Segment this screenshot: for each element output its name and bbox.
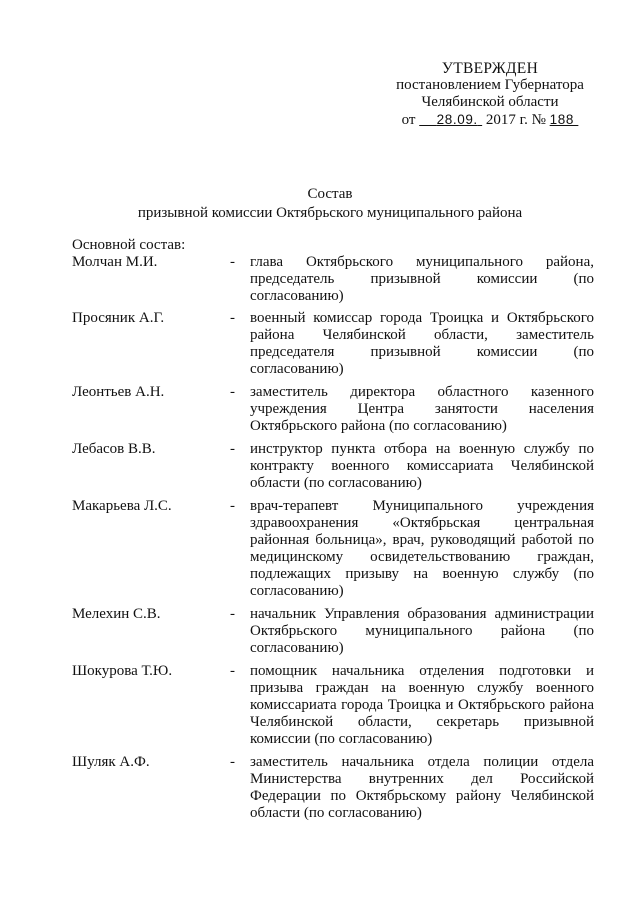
member-name: Мелехин С.В. (72, 606, 161, 622)
member-dash: - (230, 254, 235, 270)
approval-date-row (360, 111, 620, 129)
member-row (72, 754, 602, 822)
member-name: Макарьева Л.С. (72, 498, 172, 514)
year-text: 2017 г. № (485, 112, 546, 128)
member-row (72, 384, 602, 435)
member-name: Шуляк А.Ф. (72, 754, 150, 770)
member-name: Молчан М.И. (72, 254, 158, 270)
member-description: помощник начальника отделения подготовки и призыва граждан на военную службу военного комиссариата города Троицка и Октябрьского района Челябинской области, секретарь призывной комиссии (по согласованию) (250, 663, 594, 747)
member-dash: - (230, 754, 235, 770)
member-dash: - (230, 663, 235, 679)
member-description: глава Октябрьского муниципального района, председатель призывной комиссии (по согласованию) (250, 254, 594, 304)
document-title (60, 185, 600, 223)
member-dash: - (230, 310, 235, 326)
member-description: инструктор пункта отбора на военную службу по контракту военного комиссариата Челябинской области (по согласованию) (250, 441, 594, 491)
member-row (72, 498, 602, 600)
date-prefix: от (401, 112, 416, 128)
member-name: Лебасов В.В. (72, 441, 156, 457)
decree-number: 188 (549, 112, 574, 127)
section-label: Основной состав: (72, 237, 186, 253)
member-description: врач-терапевт Муниципального учреждения здравоохранения «Октябрьская центральная районная больница», врач, руководящий работой по медицинскому освидетельствованию граждан, подлежащих призыву на военную службу (по согласованию) (250, 498, 594, 599)
member-name: Леонтьев А.Н. (72, 384, 165, 400)
approval-line-region: Челябинской области (421, 94, 559, 110)
member-dash: - (230, 606, 235, 622)
member-dash: - (230, 441, 235, 457)
member-name: Просяник А.Г. (72, 310, 165, 326)
approved-label: УТВЕРЖДЕН (441, 60, 539, 77)
members-list (72, 254, 602, 822)
member-description: начальник Управления образования администрации Октябрьского муниципального района (по согласованию) (250, 606, 594, 656)
member-row (72, 441, 602, 492)
approval-stamp (360, 60, 620, 129)
member-dash: - (230, 384, 235, 400)
approval-line-governor: постановлением Губернатора (396, 77, 584, 93)
member-description: заместитель начальника отдела полиции отдела Министерства внутренних дел Российской Федерации по Октябрьскому району Челябинской области (по согласованию) (250, 754, 594, 821)
member-row (72, 606, 602, 657)
title-line-composition: Состав (307, 186, 353, 202)
date-value: 28.09. (436, 112, 478, 127)
member-row (72, 254, 602, 305)
member-row (72, 310, 602, 378)
member-description: военный комиссар города Троицка и Октябрьского района Челябинской области, заместитель председателя призывной комиссии (по согласованию) (250, 310, 594, 377)
member-row (72, 663, 602, 748)
title-line-commission: призывной комиссии Октябрьского муниципального района (137, 205, 523, 221)
member-name: Шокурова Т.Ю. (72, 663, 173, 679)
member-dash: - (230, 498, 235, 514)
member-description: заместитель директора областного казенного учреждения Центра занятости населения Октябрьского района (по согласованию) (250, 384, 594, 434)
